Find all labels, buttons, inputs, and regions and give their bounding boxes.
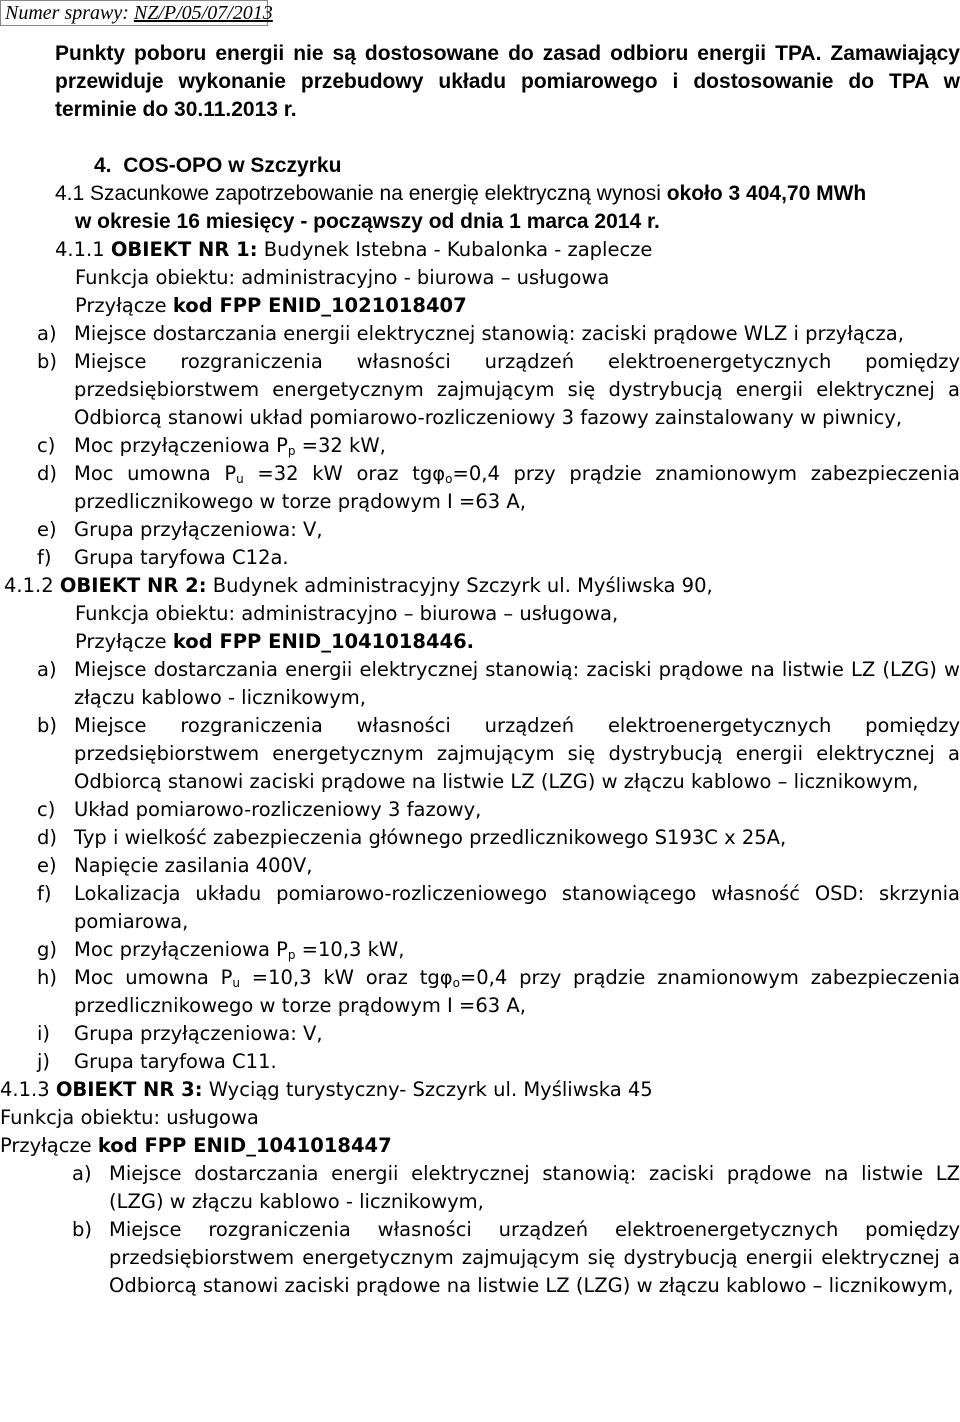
document-body xyxy=(0,40,960,1300)
list-item: b) Miejsce rozgraniczenia własności urządzeń elektroenergetycznych pomiędzy przedsiębiorstwem energetycznym zajmującym się dystrybucją energii elektrycznej a Odbiorcą stanowi zaciski prądowe na listwie LZ (LZG) w złączu kablowo – licznikowym, xyxy=(72,1218,960,1297)
object-2-connection: Przyłącze kod FPP ENID_1041018446. xyxy=(75,630,475,653)
subsection-4-1-line1: 4.1 Szacunkowe zapotrzebowanie na energię elektryczną wynosi około 3 404,70 MWh xyxy=(55,182,867,205)
case-label: Numer sprawy: xyxy=(5,2,134,24)
tpa-paragraph: Punkty poboru energii nie są dostosowane do zasad odbioru energii TPA. Zamawiający przewiduje wykonanie przebudowy układu pomiarowego i dostosowanie do TPA w terminie do 30.11.2013 r. xyxy=(55,42,960,121)
list-item: j) Grupa taryfowa C11. xyxy=(37,1050,277,1073)
subsection-4-1-line2: w okresie 16 miesięcy - począwszy od dnia 1 marca 2014 r. xyxy=(75,210,660,233)
case-number-line xyxy=(5,2,273,25)
object-2-title: 4.1.2 OBIEKT NR 2: Budynek administracyjny Szczyrk ul. Myśliwska 90, xyxy=(4,574,713,597)
list-item: a) Miejsce dostarczania energii elektrycznej stanowią: zaciski prądowe WLZ i przyłącza, xyxy=(37,322,904,345)
list-item: c) Moc przyłączeniowa $P_p =32$ kW, xyxy=(37,434,386,458)
object-3-connection: Przyłącze kod FPP ENID_1041018447 xyxy=(0,1134,392,1157)
list-item: g) Moc przyłączeniowa $P_p =10,3$ kW, xyxy=(37,938,405,962)
list-item: d) Moc umowna $P_u =32$ kW oraz tgφ$_o$=0,4 przy prądzie znamionowym zabezpieczenia przedlicznikowego w torze prądowym I =63 A, xyxy=(37,462,960,513)
list-item: a) Miejsce dostarczania energii elektrycznej stanowią: zaciski prądowe na listwie LZ (LZG) w złączu kablowo - licznikowym, xyxy=(72,1162,960,1213)
list-item: e) Napięcie zasilania 400V, xyxy=(37,854,313,877)
object-3-list xyxy=(72,1160,960,1300)
subsection-4-1 xyxy=(55,180,960,236)
object-3-title: 4.1.3 OBIEKT NR 3: Wyciąg turystyczny- Szczyrk ul. Myśliwska 45 xyxy=(0,1078,653,1101)
object-2-list xyxy=(37,656,960,1076)
object-1-title: 4.1.1 OBIEKT NR 1: Budynek Istebna - Kubalonka - zaplecze xyxy=(55,238,653,261)
list-item: b) Miejsce rozgraniczenia własności urządzeń elektroenergetycznych pomiędzy przedsiębiorstwem energetycznym zajmującym się dystrybucją energii elektrycznej a Odbiorcą stanowi zaciski prądowe na listwie LZ (LZG) w złączu kablowo – licznikowym, xyxy=(37,714,960,793)
object-1-connection: Przyłącze kod FPP ENID_1021018407 xyxy=(75,294,467,317)
list-item: a) Miejsce dostarczania energii elektrycznej stanowią: zaciski prądowe na listwie LZ (LZG) w złączu kablowo - licznikowym, xyxy=(37,658,960,709)
list-item: f) Lokalizacja układu pomiarowo-rozliczeniowego stanowiącego własność OSD: skrzynia pomiarowa, xyxy=(37,882,960,933)
object-3-function: Funkcja obiektu: usługowa xyxy=(0,1106,259,1129)
list-item: f) Grupa taryfowa C12a. xyxy=(37,546,289,569)
object-2-function: Funkcja obiektu: administracyjno – biurowa – usługowa, xyxy=(75,602,619,625)
list-item: e) Grupa przyłączeniowa: V, xyxy=(37,518,323,541)
list-item: h) Moc umowna $P_u =10,3$ kW oraz tgφ$_o$=0,4 przy prądzie znamionowym zabezpieczenia przedlicznikowego w torze prądowym I =63 A, xyxy=(37,966,960,1017)
case-number: NZ/P/05/07/2013 xyxy=(133,2,273,24)
list-item: i) Grupa przyłączeniowa: V, xyxy=(37,1022,323,1045)
page-header xyxy=(0,0,273,26)
section-heading: 4. COS-OPO w Szczyrku xyxy=(94,154,342,177)
list-item: d) Typ i wielkość zabezpieczenia głównego przedlicznikowego S193C x 25A, xyxy=(37,826,787,849)
list-item: b) Miejsce rozgraniczenia własności urządzeń elektroenergetycznych pomiędzy przedsiębiorstwem energetycznym zajmującym się dystrybucją energii elektrycznej a Odbiorcą stanowi układ pomiarowo-rozliczeniowy 3 fazowy zainstalowany w piwnicy, xyxy=(37,350,960,429)
object-1-list xyxy=(37,320,960,572)
list-item: c) Układ pomiarowo-rozliczeniowy 3 fazowy, xyxy=(37,798,482,821)
object-1-function: Funkcja obiektu: administracyjno - biurowa – usługowa xyxy=(75,266,610,289)
object-1 xyxy=(55,236,960,264)
